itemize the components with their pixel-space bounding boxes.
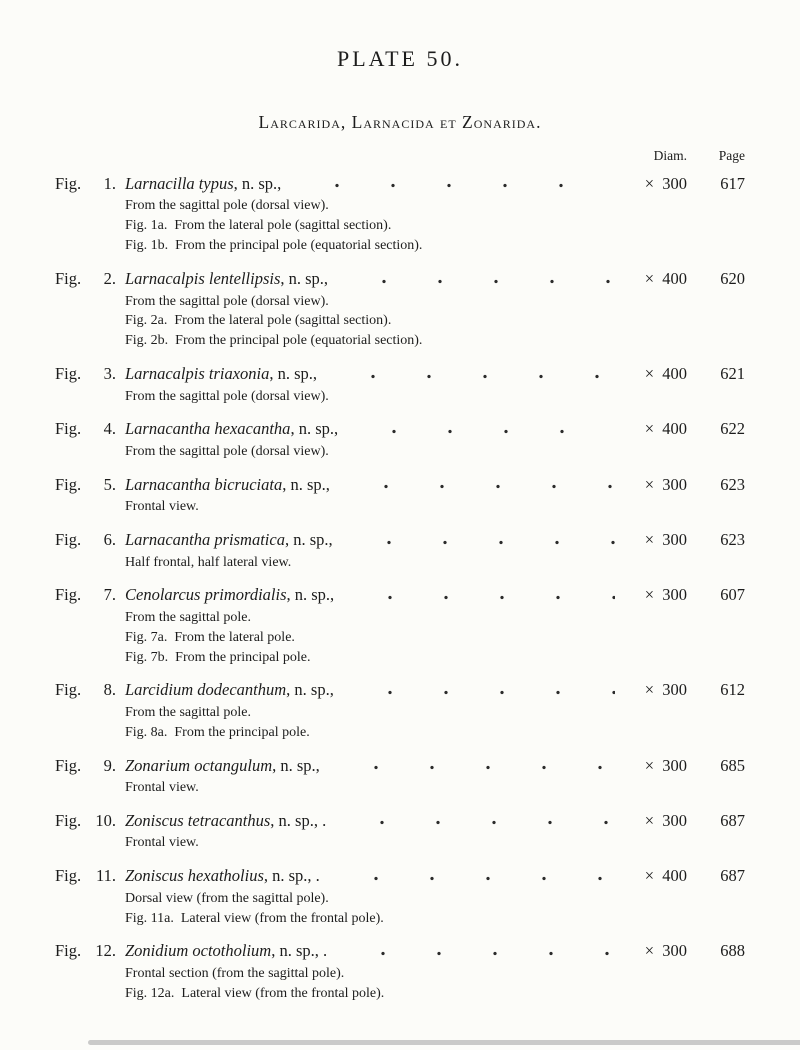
figure-word: Fig.: [55, 269, 82, 289]
figure-number: 8.: [103, 680, 116, 700]
figure-subline: Fig. 2a. From the lateral pole (sagittal section).: [125, 313, 392, 329]
species-name: Zoniscus hexatholius: [125, 866, 264, 886]
figure-sublines: [125, 608, 745, 668]
figure-sublines: [125, 833, 745, 853]
figure-number: 6.: [103, 530, 116, 550]
figure-main-row: [55, 865, 745, 886]
diam-value: × 300: [644, 530, 687, 550]
figure-entry: [55, 418, 745, 461]
page-number: 688: [720, 941, 745, 961]
diam-value: × 300: [644, 585, 687, 605]
page-number: 621: [720, 364, 745, 384]
column-header-page: Page: [718, 148, 745, 163]
page-number: 620: [720, 269, 745, 289]
diam-value: × 300: [644, 680, 687, 700]
dot-leader: [326, 865, 615, 886]
figure-main-row: [55, 940, 745, 961]
species-cell: [125, 755, 320, 776]
figure-label: [55, 173, 125, 194]
figure-subline: From the sagittal pole (dorsal view).: [125, 198, 329, 214]
diam-value: × 400: [644, 866, 687, 886]
figure-subline: Frontal section (from the sagittal pole).: [125, 965, 345, 981]
diam-value: × 400: [644, 269, 687, 289]
species-cell: [125, 679, 334, 700]
species-name: Cenolarcus primordialis: [125, 585, 287, 605]
dot-leader: [339, 529, 615, 550]
figure-number: 9.: [103, 755, 116, 775]
species-name: Zoniscus tetracanthus: [125, 810, 271, 830]
species-cell: [125, 474, 330, 495]
figure-label: [55, 584, 125, 605]
figure-subline: From the sagittal pole.: [125, 609, 251, 625]
species-cell: [125, 810, 326, 831]
figure-subline: Fig. 7a. From the lateral pole.: [125, 629, 295, 645]
species-cell: [125, 529, 333, 550]
figure-subline: Frontal view.: [125, 499, 199, 515]
figure-subline: Half frontal, half lateral view.: [125, 554, 292, 570]
figure-sublines: [125, 703, 745, 743]
figure-label: [55, 940, 125, 961]
diam-value: × 300: [644, 474, 687, 494]
dot-leader: [344, 418, 615, 439]
page-number: 622: [720, 419, 745, 439]
figure-entry: [55, 529, 745, 572]
dot-leader: [332, 810, 615, 831]
species-suffix: , n. sp.,: [272, 755, 320, 775]
figure-sublines: [125, 292, 745, 352]
figure-subline: Fig. 11a. Lateral view (from the frontal pole).: [125, 910, 384, 926]
page-number: 687: [720, 810, 745, 830]
figure-word: Fig.: [55, 755, 82, 775]
figure-word: Fig.: [55, 174, 82, 193]
species-name: Zonidium octotholium: [125, 941, 272, 961]
figure-number: 2.: [103, 269, 116, 289]
figure-number: 3.: [103, 364, 116, 384]
diam-value: × 300: [644, 755, 687, 775]
species-name: Larnacantha hexacantha: [125, 419, 291, 439]
species-suffix: , n. sp., .: [270, 810, 327, 830]
figure-subline: From the sagittal pole (dorsal view).: [125, 293, 329, 309]
figure-label: [55, 755, 125, 776]
page-number: 685: [720, 755, 745, 775]
figure-word: Fig.: [55, 585, 82, 605]
figure-word: Fig.: [55, 810, 82, 830]
figure-label: [55, 474, 125, 495]
diam-value: × 400: [644, 364, 687, 384]
figure-sublines: [125, 778, 745, 798]
figure-word: Fig.: [55, 364, 82, 384]
figure-number: 4.: [103, 419, 116, 439]
figure-entry: [55, 940, 745, 1003]
figure-subline: From the sagittal pole (dorsal view).: [125, 388, 329, 404]
figure-list: [55, 173, 745, 1004]
dot-leader: [326, 755, 615, 776]
species-suffix: , n. sp.,: [269, 364, 318, 384]
figure-label: [55, 810, 125, 831]
page-number: 607: [720, 585, 745, 605]
figure-subline: Frontal view.: [125, 835, 199, 851]
plate-title: PLATE 50.: [337, 46, 463, 71]
figure-entry: [55, 584, 745, 667]
figure-label: [55, 865, 125, 886]
dot-leader: [336, 474, 615, 495]
column-headers: [55, 148, 745, 164]
figure-number: 10.: [95, 810, 116, 830]
figure-sublines: [125, 387, 745, 407]
figure-subline: Fig. 1b. From the principal pole (equatorial section).: [125, 238, 423, 254]
species-cell: [125, 363, 317, 384]
species-cell: [125, 173, 281, 194]
figure-word: Fig.: [55, 941, 82, 961]
diam-value: × 400: [644, 419, 687, 439]
figure-number: 5.: [103, 474, 116, 494]
figure-number: 7.: [103, 585, 116, 605]
species-suffix: , n. sp.,: [286, 585, 335, 605]
species-cell: [125, 940, 327, 961]
species-name: Zonarium octangulum: [125, 755, 273, 775]
species-suffix: , n. sp.,: [280, 269, 329, 289]
species-suffix: , n. sp., .: [263, 866, 320, 886]
column-header-diam: Diam.: [653, 148, 687, 163]
figure-word: Fig.: [55, 474, 82, 494]
figure-subline: Fig. 1a. From the lateral pole (sagittal section).: [125, 218, 392, 234]
figure-entry: [55, 474, 745, 517]
figure-subline: Fig. 7b. From the principal pole.: [125, 649, 311, 665]
species-suffix: , n. sp., .: [271, 941, 328, 961]
species-name: Larnacalpis triaxonia: [125, 364, 270, 384]
figure-word: Fig.: [55, 419, 82, 439]
diam-value: × 300: [644, 941, 687, 961]
figure-subline: Fig. 8a. From the principal pole.: [125, 724, 310, 740]
figure-main-row: [55, 173, 745, 194]
figure-main-row: [55, 363, 745, 384]
figure-subline: Fig. 12a. Lateral view (from the frontal pole).: [125, 985, 385, 1001]
page-number: 623: [720, 530, 745, 550]
figure-sublines: [125, 196, 745, 256]
diam-value: × 300: [644, 810, 687, 830]
species-cell: [125, 584, 334, 605]
figure-subline: From the sagittal pole (dorsal view).: [125, 443, 329, 459]
figure-main-row: [55, 268, 745, 289]
figure-word: Fig.: [55, 680, 82, 700]
figure-main-row: [55, 584, 745, 605]
figure-entry: [55, 268, 745, 351]
figure-sublines: [125, 889, 745, 929]
figure-subline: Frontal view.: [125, 780, 199, 796]
figure-sublines: [125, 964, 745, 1004]
figure-label: [55, 418, 125, 439]
scan-edge-artifact: [88, 1040, 800, 1045]
species-cell: [125, 865, 320, 886]
figure-subline: From the sagittal pole.: [125, 704, 251, 720]
plate-subtitle: Larcarida, Larnacida et Zonarida.: [258, 112, 542, 132]
figure-main-row: [55, 755, 745, 776]
dot-leader: [287, 173, 615, 194]
figure-number: 11.: [95, 866, 116, 886]
figure-label: [55, 363, 125, 384]
figure-subline: Dorsal view (from the sagittal pole).: [125, 890, 329, 906]
dot-leader: [334, 268, 615, 289]
dot-leader: [323, 363, 615, 384]
dot-leader: [340, 584, 615, 605]
species-suffix: , n. sp.,: [233, 174, 282, 193]
diam-value: × 300: [644, 174, 687, 193]
species-suffix: , n. sp.,: [282, 474, 330, 494]
figure-entry: [55, 173, 745, 256]
species-name: Larnacalpis lentellipsis: [125, 269, 281, 289]
figure-word: Fig.: [55, 530, 82, 550]
species-name: Larnacilla typus: [125, 174, 234, 193]
figure-word: Fig.: [55, 866, 82, 886]
dot-leader: [340, 679, 615, 700]
figure-entry: [55, 363, 745, 406]
species-name: Larnacantha bicruciata: [125, 474, 283, 494]
dot-leader: [333, 940, 615, 961]
species-cell: [125, 268, 328, 289]
figure-entry: [55, 810, 745, 853]
species-suffix: , n. sp.,: [286, 680, 334, 700]
figure-label: [55, 268, 125, 289]
figure-main-row: [55, 474, 745, 495]
figure-entry: [55, 755, 745, 798]
species-cell: [125, 418, 338, 439]
figure-label: [55, 529, 125, 550]
figure-entry: [55, 865, 745, 928]
species-suffix: , n. sp.,: [284, 530, 333, 550]
species-name: Larnacantha prismatica: [125, 530, 285, 550]
figure-number: 12.: [95, 941, 116, 961]
figure-label: [55, 679, 125, 700]
figure-main-row: [55, 810, 745, 831]
figure-main-row: [55, 679, 745, 700]
figure-entry: [55, 679, 745, 742]
figure-sublines: [125, 497, 745, 517]
figure-sublines: [125, 553, 745, 573]
figure-main-row: [55, 529, 745, 550]
figure-main-row: [55, 418, 745, 439]
page-number: 687: [720, 866, 745, 886]
species-suffix: , n. sp.,: [290, 419, 339, 439]
page-number: 617: [720, 174, 745, 193]
species-name: Larcidium dodecanthum: [125, 680, 287, 700]
page-number: 612: [720, 680, 745, 700]
figure-sublines: [125, 442, 745, 462]
figure-number: 1.: [103, 174, 116, 193]
figure-subline: Fig. 2b. From the principal pole (equatorial section).: [125, 333, 423, 349]
page-number: 623: [720, 474, 745, 494]
